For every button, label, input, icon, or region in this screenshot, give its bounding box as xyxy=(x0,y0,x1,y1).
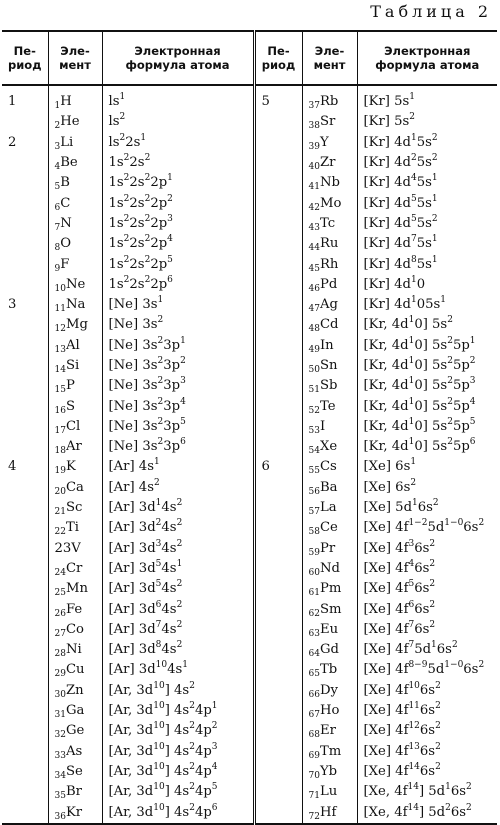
period-cell: 5 xyxy=(254,92,302,112)
element-cell: $_{21}$Sc xyxy=(48,498,102,518)
element-cell: $_{19}$K xyxy=(48,457,102,477)
element-cell: $_{59}$Pr xyxy=(302,539,357,559)
element-cell: $_{46}$Pd xyxy=(302,275,357,295)
period-cell xyxy=(254,153,302,173)
header-element-right: Эле- мент xyxy=(302,31,357,85)
element-cell: $_{33}$As xyxy=(48,742,102,762)
period-cell xyxy=(2,315,48,335)
element-cell: $_{68}$Er xyxy=(302,721,357,741)
table-row xyxy=(2,498,497,518)
period-cell xyxy=(2,478,48,498)
header-row xyxy=(2,31,497,85)
table-row xyxy=(2,620,497,640)
period-cell xyxy=(2,275,48,295)
formula-cell: [Xe] $4f^{11}6s^2$ xyxy=(363,701,441,719)
period-cell xyxy=(2,640,48,660)
period-cell xyxy=(254,762,302,782)
element-cell: $_{47}$Ag xyxy=(302,295,357,315)
element-cell: $_{69}$Tm xyxy=(302,742,357,762)
formula-cell: [Xe] $4f^36s^2$ xyxy=(363,538,436,556)
element-cell: $_{26}$Fe xyxy=(48,599,102,619)
element-cell: $_{29}$Cu xyxy=(48,660,102,680)
element-cell: $_{17}$Cl xyxy=(48,417,102,437)
formula-cell: [Kr, $4d^10$] $5s^25p^4$ xyxy=(363,396,476,414)
table-row xyxy=(2,133,497,153)
formula-cell: [Ne] $3s^1$ xyxy=(102,295,254,315)
element-cell: $_{41}$Nb xyxy=(302,173,357,193)
formula-cell: [Ar, $3d^{10}$] $4s^24p^6$ xyxy=(102,802,254,823)
element-cell: $_{48}$Cd xyxy=(302,315,357,335)
table-row xyxy=(2,640,497,660)
element-cell: $_{28}$Ni xyxy=(48,640,102,660)
table-row xyxy=(2,742,497,762)
element-cell: $_{27}$Co xyxy=(48,620,102,640)
formula-cell: [Xe] $4f^{14}6s^2$ xyxy=(363,761,441,779)
element-cell: $_9$F xyxy=(48,254,102,274)
formula-cell: [Xe] $6s^2$ xyxy=(363,477,417,495)
formula-cell: [Xe, $4f^{14}$] $5d^26s^2$ xyxy=(357,802,497,823)
element-cell: $_{44}$Ru xyxy=(302,234,357,254)
period-cell xyxy=(254,254,302,274)
table-row xyxy=(2,315,497,335)
formula-cell: [Ar, $3d^{10}$] $4s^24p^2$ xyxy=(102,721,254,741)
period-cell xyxy=(2,762,48,782)
element-cell: $_{65}$Tb xyxy=(302,660,357,680)
header-formula-right: Электронная формула атома xyxy=(357,31,497,85)
formula-cell: [Ne] $3s^23p^1$ xyxy=(102,336,254,356)
formula-cell: [Ar] $3d^84s^2$ xyxy=(102,640,254,660)
table-row xyxy=(2,701,497,721)
table-row xyxy=(2,437,497,457)
period-cell xyxy=(2,782,48,802)
electron-configuration-table xyxy=(2,30,497,825)
formula-cell: [Ne] $3s^23p^3$ xyxy=(102,376,254,396)
spacer-row xyxy=(2,85,497,92)
element-cell: $_{31}$Ga xyxy=(48,701,102,721)
formula-cell: $ls^2$ xyxy=(102,112,254,132)
period-cell xyxy=(254,234,302,254)
table-row xyxy=(2,478,497,498)
formula-cell: [Ar, $3d^{10}$] $4s^24p^3$ xyxy=(102,742,254,762)
element-cell: $_{71}$Lu xyxy=(302,782,357,802)
period-cell xyxy=(2,802,48,823)
element-cell: $_{30}$Zn xyxy=(48,681,102,701)
element-cell: $_{20}$Ca xyxy=(48,478,102,498)
table-row xyxy=(2,295,497,315)
period-cell xyxy=(254,112,302,132)
element-cell: $_{55}$Cs xyxy=(302,457,357,477)
element-cell: 23V xyxy=(48,539,102,559)
period-cell xyxy=(2,254,48,274)
table-row xyxy=(2,762,497,782)
formula-cell: $ls^1$ xyxy=(102,92,254,112)
period-cell xyxy=(254,701,302,721)
formula-cell: [Kr] $5s^1$ xyxy=(363,92,416,110)
period-cell: 6 xyxy=(254,457,302,477)
formula-cell: [Xe] $4f^76s^2$ xyxy=(363,619,436,637)
period-cell xyxy=(254,579,302,599)
formula-cell: $1s^22s^22p^5$ xyxy=(102,254,254,274)
period-cell xyxy=(2,112,48,132)
element-cell: $_{72}$Hf xyxy=(302,802,357,823)
period-cell xyxy=(2,660,48,680)
table-row xyxy=(2,417,497,437)
period-cell xyxy=(2,599,48,619)
table-row xyxy=(2,802,497,823)
element-cell: $_{45}$Rh xyxy=(302,254,357,274)
period-cell xyxy=(254,498,302,518)
element-cell: $_{52}$Te xyxy=(302,396,357,416)
element-cell: $_{61}$Pm xyxy=(302,579,357,599)
formula-cell: [Xe] $4f^66s^2$ xyxy=(363,599,436,617)
period-cell xyxy=(2,437,48,457)
table-row xyxy=(2,396,497,416)
element-cell: $_7$N xyxy=(48,214,102,234)
table-row xyxy=(2,599,497,619)
element-cell: $_{10}$Ne xyxy=(48,275,102,295)
period-cell xyxy=(254,620,302,640)
element-cell: $_5$B xyxy=(48,173,102,193)
period-cell xyxy=(2,721,48,741)
formula-cell: [Kr] $4d^10$ xyxy=(363,274,426,292)
formula-cell: [Xe] $4f^{1-2}5d^{1-0}6s^2$ xyxy=(363,518,485,536)
formula-cell: [Kr] $4d^105s^1$ xyxy=(363,295,447,313)
table-body xyxy=(2,85,497,824)
period-cell xyxy=(254,539,302,559)
period-cell xyxy=(254,133,302,153)
formula-cell: [Xe] $6s^1$ xyxy=(363,457,417,475)
formula-cell: [Ar] $3d^{10}4s^1$ xyxy=(102,660,254,680)
formula-cell: [Xe] $4f^{10}6s^2$ xyxy=(363,680,441,698)
table-row xyxy=(2,275,497,295)
period-cell xyxy=(254,518,302,538)
element-cell: $_{57}$La xyxy=(302,498,357,518)
table-caption: Таблица 2 xyxy=(370,2,492,21)
formula-cell: [Xe] $4f^46s^2$ xyxy=(363,558,436,576)
table-row xyxy=(2,681,497,701)
formula-cell: [Ne] $3s^23p^2$ xyxy=(102,356,254,376)
formula-cell: [Xe] $4f^{8-9}5d^{1-0}6s^2$ xyxy=(363,660,485,678)
header-period-left: Пе- риод xyxy=(2,31,48,85)
element-cell: $_{58}$Ce xyxy=(302,518,357,538)
period-cell xyxy=(254,437,302,457)
table-row xyxy=(2,336,497,356)
formula-cell: [Kr] $5s^2$ xyxy=(363,112,416,130)
element-cell: $_{49}$In xyxy=(302,336,357,356)
element-cell: $_{32}$Ge xyxy=(48,721,102,741)
period-cell: 3 xyxy=(2,295,48,315)
formula-cell: [Ar] $3d^24s^2$ xyxy=(102,518,254,538)
formula-cell: [Kr, $4d^10$] $5s^25p^1$ xyxy=(363,335,476,353)
formula-cell: [Xe] $4f^{13}6s^2$ xyxy=(363,741,441,759)
formula-cell: [Xe, $4f^{14}$] $5d^16s^2$ xyxy=(363,782,472,800)
element-cell: $_{24}$Cr xyxy=(48,559,102,579)
element-cell: $_{67}$Ho xyxy=(302,701,357,721)
formula-cell: [Ne] $3s^2$ xyxy=(102,315,254,335)
table-row xyxy=(2,559,497,579)
period-cell xyxy=(254,681,302,701)
table-row xyxy=(2,782,497,802)
formula-cell: [Ar, $3d^{10}$] $4s^24p^5$ xyxy=(102,782,254,802)
formula-cell: [Ne] $3s^23p^4$ xyxy=(102,396,254,416)
element-cell: $_{43}$Tc xyxy=(302,214,357,234)
period-cell xyxy=(254,721,302,741)
period-cell xyxy=(254,802,302,823)
element-cell: $_{25}$Mn xyxy=(48,579,102,599)
period-cell xyxy=(254,193,302,213)
period-cell xyxy=(2,559,48,579)
period-cell xyxy=(254,336,302,356)
element-cell: $_{39}$Y xyxy=(302,133,357,153)
table-row xyxy=(2,214,497,234)
formula-cell: [Ne] $3s^23p^5$ xyxy=(102,417,254,437)
formula-cell: [Ar] $3d^54s^1$ xyxy=(102,559,254,579)
element-cell: $_{35}$Br xyxy=(48,782,102,802)
element-cell: $_{22}$Ti xyxy=(48,518,102,538)
period-cell xyxy=(254,742,302,762)
formula-cell: [Ar, $3d^{10}$] $4s^2$ xyxy=(102,681,254,701)
table-row xyxy=(2,112,497,132)
formula-cell: [Kr] $4d^15s^2$ xyxy=(363,132,438,150)
period-cell xyxy=(2,173,48,193)
element-cell: $_{53}$I xyxy=(302,417,357,437)
element-cell: $_4$Be xyxy=(48,153,102,173)
period-cell xyxy=(254,396,302,416)
period-cell xyxy=(254,295,302,315)
element-cell: $_{66}$Dy xyxy=(302,681,357,701)
period-cell xyxy=(2,356,48,376)
formula-cell: [Xe] $4f^{12}6s^2$ xyxy=(363,721,441,739)
element-cell: $_{14}$Si xyxy=(48,356,102,376)
formula-cell: [Kr, $4d^10$] $5s^2$ xyxy=(363,315,453,333)
formula-cell: $ls^22s^1$ xyxy=(102,133,254,153)
period-cell xyxy=(254,417,302,437)
period-cell xyxy=(2,579,48,599)
formula-cell: [Kr] $4d^45s^1$ xyxy=(363,173,438,191)
table-row xyxy=(2,173,497,193)
period-cell xyxy=(254,376,302,396)
formula-cell: [Ar] $3d^54s^2$ xyxy=(102,579,254,599)
table-row xyxy=(2,193,497,213)
table-row xyxy=(2,153,497,173)
table-row xyxy=(2,579,497,599)
formula-cell: [Ar, $3d^{10}$] $4s^24p^4$ xyxy=(102,762,254,782)
header-period-right: Пе- риод xyxy=(254,31,302,85)
period-cell xyxy=(2,234,48,254)
formula-cell: [Xe] $4f^56s^2$ xyxy=(363,579,436,597)
element-cell: $_{70}$Yb xyxy=(302,762,357,782)
period-cell xyxy=(2,214,48,234)
formula-cell: [Kr] $4d^75s^1$ xyxy=(363,234,438,252)
element-cell: $_{18}$Ar xyxy=(48,437,102,457)
formula-cell: [Kr] $4d^25s^2$ xyxy=(363,153,438,171)
formula-cell: [Ar] $4s^1$ xyxy=(102,457,254,477)
formula-cell: [Xe] $5d^16s^2$ xyxy=(363,498,439,516)
period-cell xyxy=(254,315,302,335)
period-cell: 4 xyxy=(2,457,48,477)
formula-cell: [Kr] $4d^55s^2$ xyxy=(363,213,438,231)
formula-cell: [Kr] $4d^85s^1$ xyxy=(363,254,438,272)
period-cell xyxy=(254,214,302,234)
period-cell xyxy=(254,478,302,498)
table-row xyxy=(2,234,497,254)
element-cell: $_{11}$Na xyxy=(48,295,102,315)
element-cell: $_{54}$Xe xyxy=(302,437,357,457)
formula-cell: [Ar] $3d^34s^2$ xyxy=(102,539,254,559)
header-element-left: Эле- мент xyxy=(48,31,102,85)
element-cell: $_{12}$Mg xyxy=(48,315,102,335)
element-cell: $_2$He xyxy=(48,112,102,132)
period-cell xyxy=(2,336,48,356)
period-cell xyxy=(254,782,302,802)
element-cell: $_6$C xyxy=(48,193,102,213)
formula-cell: [Kr, $4d^10$] $5s^25p^3$ xyxy=(363,376,476,394)
period-cell xyxy=(2,417,48,437)
table-row xyxy=(2,376,497,396)
period-cell xyxy=(2,620,48,640)
formula-cell: $1s^22s^22p^2$ xyxy=(102,193,254,213)
table-row xyxy=(2,539,497,559)
element-cell: $_8$O xyxy=(48,234,102,254)
period-cell xyxy=(254,640,302,660)
element-cell: $_{60}$Nd xyxy=(302,559,357,579)
period-cell xyxy=(2,681,48,701)
formula-cell: [Ar, $3d^{10}$] $4s^24p^1$ xyxy=(102,701,254,721)
formula-cell: [Kr, $4d^10$] $5s^25p^2$ xyxy=(363,356,476,373)
formula-cell: [Ar] $3d^14s^2$ xyxy=(102,498,254,518)
table-row xyxy=(2,92,497,112)
element-cell: $_{13}$Al xyxy=(48,336,102,356)
formula-cell: [Ar] $3d^64s^2$ xyxy=(102,599,254,619)
period-cell xyxy=(254,559,302,579)
formula-cell: $1s^22s^22p^1$ xyxy=(102,173,254,193)
period-cell xyxy=(254,173,302,193)
formula-cell: [Kr, $4d^10$] $5s^25p^5$ xyxy=(363,416,476,434)
element-cell: $_{40}$Zr xyxy=(302,153,357,173)
element-cell: $_{51}$Sb xyxy=(302,376,357,396)
table-row xyxy=(2,660,497,680)
period-cell xyxy=(254,660,302,680)
element-cell: $_{63}$Eu xyxy=(302,620,357,640)
period-cell xyxy=(2,498,48,518)
element-cell: $_{16}$S xyxy=(48,396,102,416)
period-cell xyxy=(254,599,302,619)
element-cell: $_{36}$Kr xyxy=(48,802,102,823)
period-cell xyxy=(2,518,48,538)
period-cell xyxy=(2,193,48,213)
header-formula-left: Электронная формула атома xyxy=(102,31,254,85)
element-cell: $_{38}$Sr xyxy=(302,112,357,132)
element-cell: $_{15}$P xyxy=(48,376,102,396)
period-cell xyxy=(2,539,48,559)
table-row xyxy=(2,356,497,376)
element-cell: $_{62}$Sm xyxy=(302,599,357,619)
element-cell: $_{34}$Se xyxy=(48,762,102,782)
table-row xyxy=(2,457,497,477)
element-cell: $_{50}$Sn xyxy=(302,356,357,376)
formula-cell: [Ne] $3s^23p^6$ xyxy=(102,437,254,457)
formula-cell: [Xe] $4f^75d^16s^2$ xyxy=(363,640,458,658)
period-cell xyxy=(2,376,48,396)
element-cell: $_{37}$Rb xyxy=(302,92,357,112)
table-row xyxy=(2,518,497,538)
period-cell xyxy=(2,396,48,416)
period-cell xyxy=(2,742,48,762)
element-cell: $_{56}$Ba xyxy=(302,478,357,498)
element-cell: $_{64}$Gd xyxy=(302,640,357,660)
formula-cell: [Ar] $3d^74s^2$ xyxy=(102,620,254,640)
formula-cell: [Kr, $4d^10$] $5s^25p^6$ xyxy=(363,437,476,455)
period-cell xyxy=(254,275,302,295)
formula-cell: $1s^22s^2$ xyxy=(102,153,254,173)
period-cell xyxy=(254,356,302,376)
period-cell xyxy=(2,153,48,173)
formula-cell: $1s^22s^22p^3$ xyxy=(102,214,254,234)
element-cell: $_{42}$Mo xyxy=(302,193,357,213)
element-cell: $_1$H xyxy=(48,92,102,112)
table-row xyxy=(2,254,497,274)
element-cell: $_3$Li xyxy=(48,133,102,153)
formula-cell: [Ar] $4s^2$ xyxy=(102,478,254,498)
formula-cell: $1s^22s^22p^6$ xyxy=(102,275,254,295)
formula-cell: [Kr] $4d^55s^1$ xyxy=(363,193,438,211)
period-cell: 2 xyxy=(2,133,48,153)
period-cell: 1 xyxy=(2,92,48,112)
table-row xyxy=(2,721,497,741)
formula-cell: $1s^22s^22p^4$ xyxy=(102,234,254,254)
period-cell xyxy=(2,701,48,721)
